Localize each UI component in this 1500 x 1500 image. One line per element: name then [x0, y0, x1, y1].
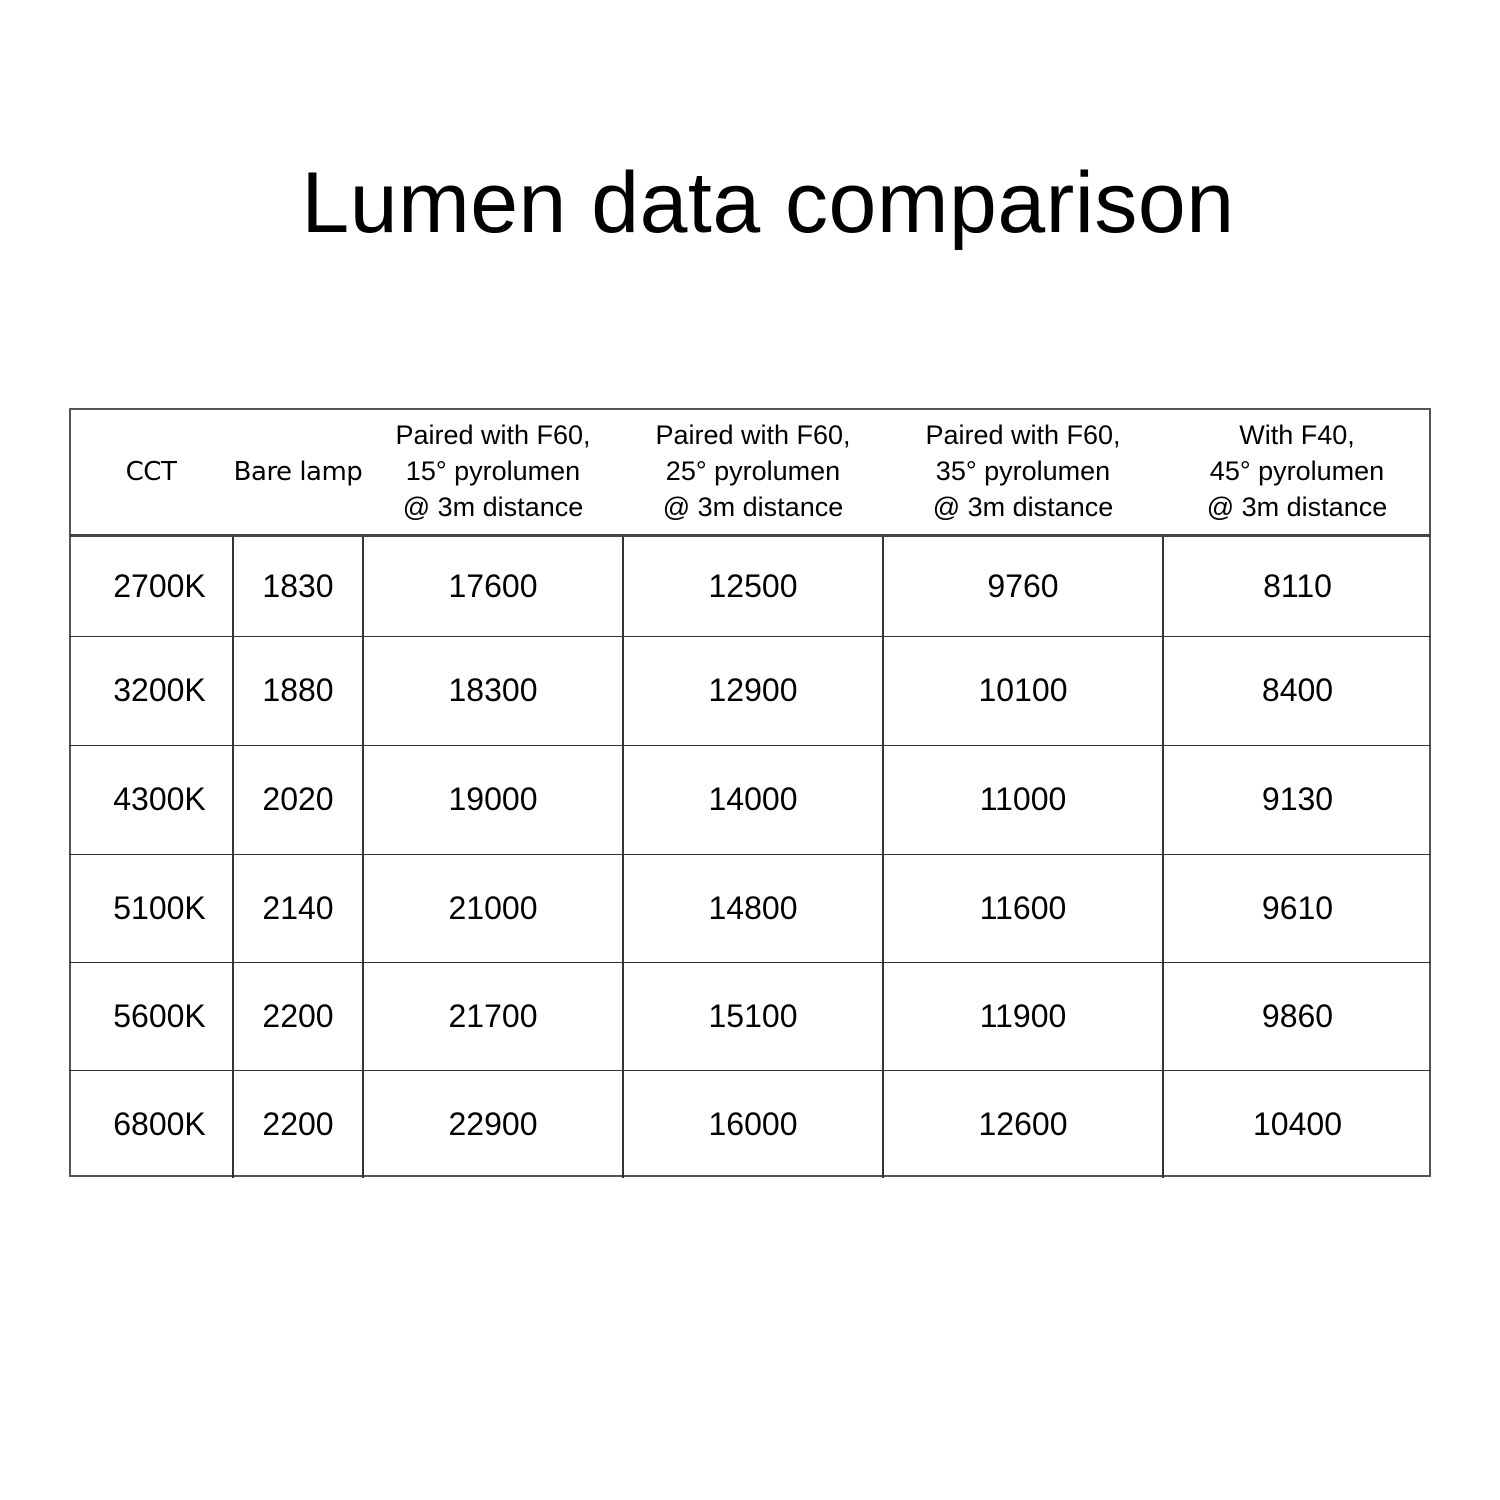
- bare-lamp-cell: 2200: [233, 1070, 363, 1178]
- f60-35-cell: 11000: [883, 745, 1163, 854]
- header-line: Paired with F60,: [395, 419, 591, 450]
- f60-25-cell: 12900: [623, 636, 883, 745]
- f60-15-cell: 21700: [363, 962, 623, 1070]
- table-row: [69, 535, 1431, 636]
- f40-45-cell: 8110: [1163, 535, 1431, 636]
- header-cct: [69, 408, 233, 535]
- f60-15-cell: 18300: [363, 636, 623, 745]
- f40-45-cell: 8400: [1163, 636, 1431, 745]
- f60-35-cell: 9760: [883, 535, 1163, 636]
- f60-25-cell: 12500: [623, 535, 883, 636]
- header-line: 15° pyrolumen: [405, 455, 581, 486]
- cct-cell: 5100K: [69, 854, 233, 962]
- header-line: @ 3m distance: [932, 491, 1114, 522]
- header-line: 45° pyrolumen: [1209, 455, 1385, 486]
- f60-25-cell: 15100: [623, 962, 883, 1070]
- bare-lamp-cell: 1830: [233, 535, 363, 636]
- f40-45-cell: 9610: [1163, 854, 1431, 962]
- bare-lamp-cell: 2140: [233, 854, 363, 962]
- header-bare-lamp: [233, 408, 363, 535]
- table-row: [69, 1070, 1431, 1178]
- header-bare-lamp-label: Bare lamp: [233, 456, 363, 487]
- header-line: @ 3m distance: [402, 491, 584, 522]
- f60-35-cell: 10100: [883, 636, 1163, 745]
- header-line: @ 3m distance: [662, 491, 844, 522]
- header-line: 35° pyrolumen: [935, 455, 1111, 486]
- f60-25-cell: 14000: [623, 745, 883, 854]
- header-cct-label: CCT: [125, 456, 177, 487]
- header-f60-35: [883, 408, 1163, 535]
- table-row: [69, 962, 1431, 1070]
- f60-25-cell: 16000: [623, 1070, 883, 1178]
- bare-lamp-cell: 1880: [233, 636, 363, 745]
- table-row: [69, 636, 1431, 745]
- cct-cell: 5600K: [69, 962, 233, 1070]
- table-header-row: [69, 408, 1431, 535]
- header-line: @ 3m distance: [1206, 491, 1388, 522]
- f60-15-cell: 21000: [363, 854, 623, 962]
- bare-lamp-cell: 2020: [233, 745, 363, 854]
- lumen-data-table: [69, 408, 1431, 1178]
- cct-cell: 3200K: [69, 636, 233, 745]
- f40-45-cell: 9860: [1163, 962, 1431, 1070]
- f60-15-cell: 22900: [363, 1070, 623, 1178]
- f60-15-cell: 17600: [363, 535, 623, 636]
- cct-cell: 2700K: [69, 535, 233, 636]
- f60-35-cell: 12600: [883, 1070, 1163, 1178]
- cct-cell: 6800K: [113, 1105, 206, 1142]
- f60-15-cell: 19000: [363, 745, 623, 854]
- f40-45-cell: 10400: [1163, 1070, 1431, 1178]
- header-line: 25° pyrolumen: [665, 455, 841, 486]
- header-line: Paired with F60,: [655, 419, 851, 450]
- bare-lamp-cell: 2200: [233, 962, 363, 1070]
- header-f60-15: [363, 408, 623, 535]
- f60-35-cell: 11900: [883, 962, 1163, 1070]
- f60-25-cell: 14800: [623, 854, 883, 962]
- table-row: [69, 854, 1431, 962]
- header-f40-45: [1163, 408, 1431, 535]
- table-row: [69, 745, 1431, 854]
- header-line: With F40,: [1239, 419, 1355, 450]
- page-title: Lumen data comparison: [301, 155, 1235, 251]
- f40-45-cell: 9130: [1163, 745, 1431, 854]
- cct-cell: 4300K: [69, 745, 233, 854]
- header-line: Paired with F60,: [925, 419, 1121, 450]
- header-f60-25: [623, 408, 883, 535]
- f60-35-cell: 11600: [883, 854, 1163, 962]
